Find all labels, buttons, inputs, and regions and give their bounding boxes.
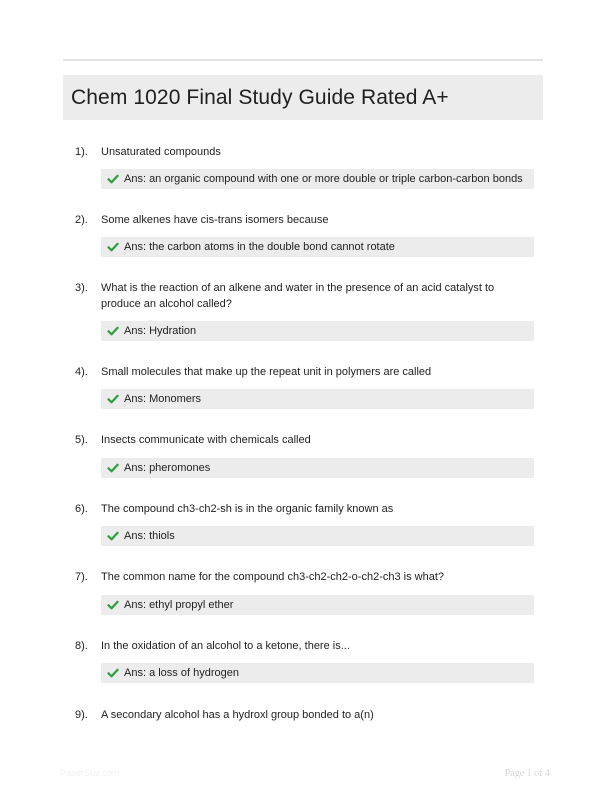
checkmark-icon	[107, 241, 119, 253]
question-number: 1).	[75, 146, 88, 158]
question-text: A secondary alcohol has a hydroxl group bonded to a(n)	[101, 709, 374, 721]
answer-box	[101, 526, 534, 546]
answer-text: Ans: ethyl propyl ether	[124, 599, 234, 611]
page-title: Chem 1020 Final Study Guide Rated A+	[71, 85, 449, 109]
title-banner	[63, 75, 543, 120]
answer-box	[101, 595, 534, 615]
checkmark-icon	[107, 599, 119, 611]
answer-text: Ans: the carbon atoms in the double bond cannot rotate	[124, 241, 395, 253]
checkmark-icon	[107, 462, 119, 474]
answer-text: Ans: thiols	[124, 530, 175, 542]
answer-box	[101, 389, 534, 409]
question-number: 9).	[75, 709, 88, 721]
checkmark-icon	[107, 393, 119, 405]
question-text: Unsaturated compounds	[101, 146, 221, 158]
answer-box	[101, 169, 534, 189]
checkmark-icon	[107, 173, 119, 185]
question-number: 3).	[75, 282, 88, 294]
question-text: What is the reaction of an alkene and water in the presence of an acid catalyst to produce an alcohol called?	[101, 282, 495, 310]
top-divider	[63, 59, 543, 61]
answer-text: Ans: Hydration	[124, 325, 197, 337]
checkmark-icon	[107, 667, 119, 679]
answer-box	[101, 321, 534, 341]
question-text: Small molecules that make up the repeat unit in polymers are called	[101, 366, 432, 378]
question-number: 6).	[75, 503, 88, 515]
checkmark-icon	[107, 325, 119, 337]
checkmark-icon	[107, 530, 119, 542]
question-number: 5).	[75, 434, 88, 446]
answer-text: Ans: Monomers	[124, 393, 202, 405]
question-number: 4).	[75, 366, 88, 378]
page-number: Page 1 of 4	[504, 768, 550, 779]
question-text: The common name for the compound ch3-ch2-ch2-o-ch2-ch3 is what?	[101, 571, 445, 583]
answer-box	[101, 237, 534, 257]
answer-text: Ans: pheromones	[124, 462, 211, 474]
watermark-text: PaperStar.com	[60, 768, 120, 778]
question-text: Insects communicate with chemicals called	[101, 434, 311, 446]
answer-box	[101, 458, 534, 478]
answer-text: Ans: an organic compound with one or more double or triple carbon-carbon bonds	[124, 173, 523, 185]
question-text: Some alkenes have cis-trans isomers because	[101, 214, 329, 226]
question-text: In the oxidation of an alcohol to a ketone, there is...	[101, 640, 350, 652]
answer-box	[101, 663, 534, 683]
question-text: The compound ch3-ch2-sh is in the organic family known as	[101, 503, 394, 515]
question-number: 7).	[75, 571, 88, 583]
question-number: 2).	[75, 214, 88, 226]
question-number: 8).	[75, 640, 88, 652]
answer-text: Ans: a loss of hydrogen	[124, 667, 239, 679]
